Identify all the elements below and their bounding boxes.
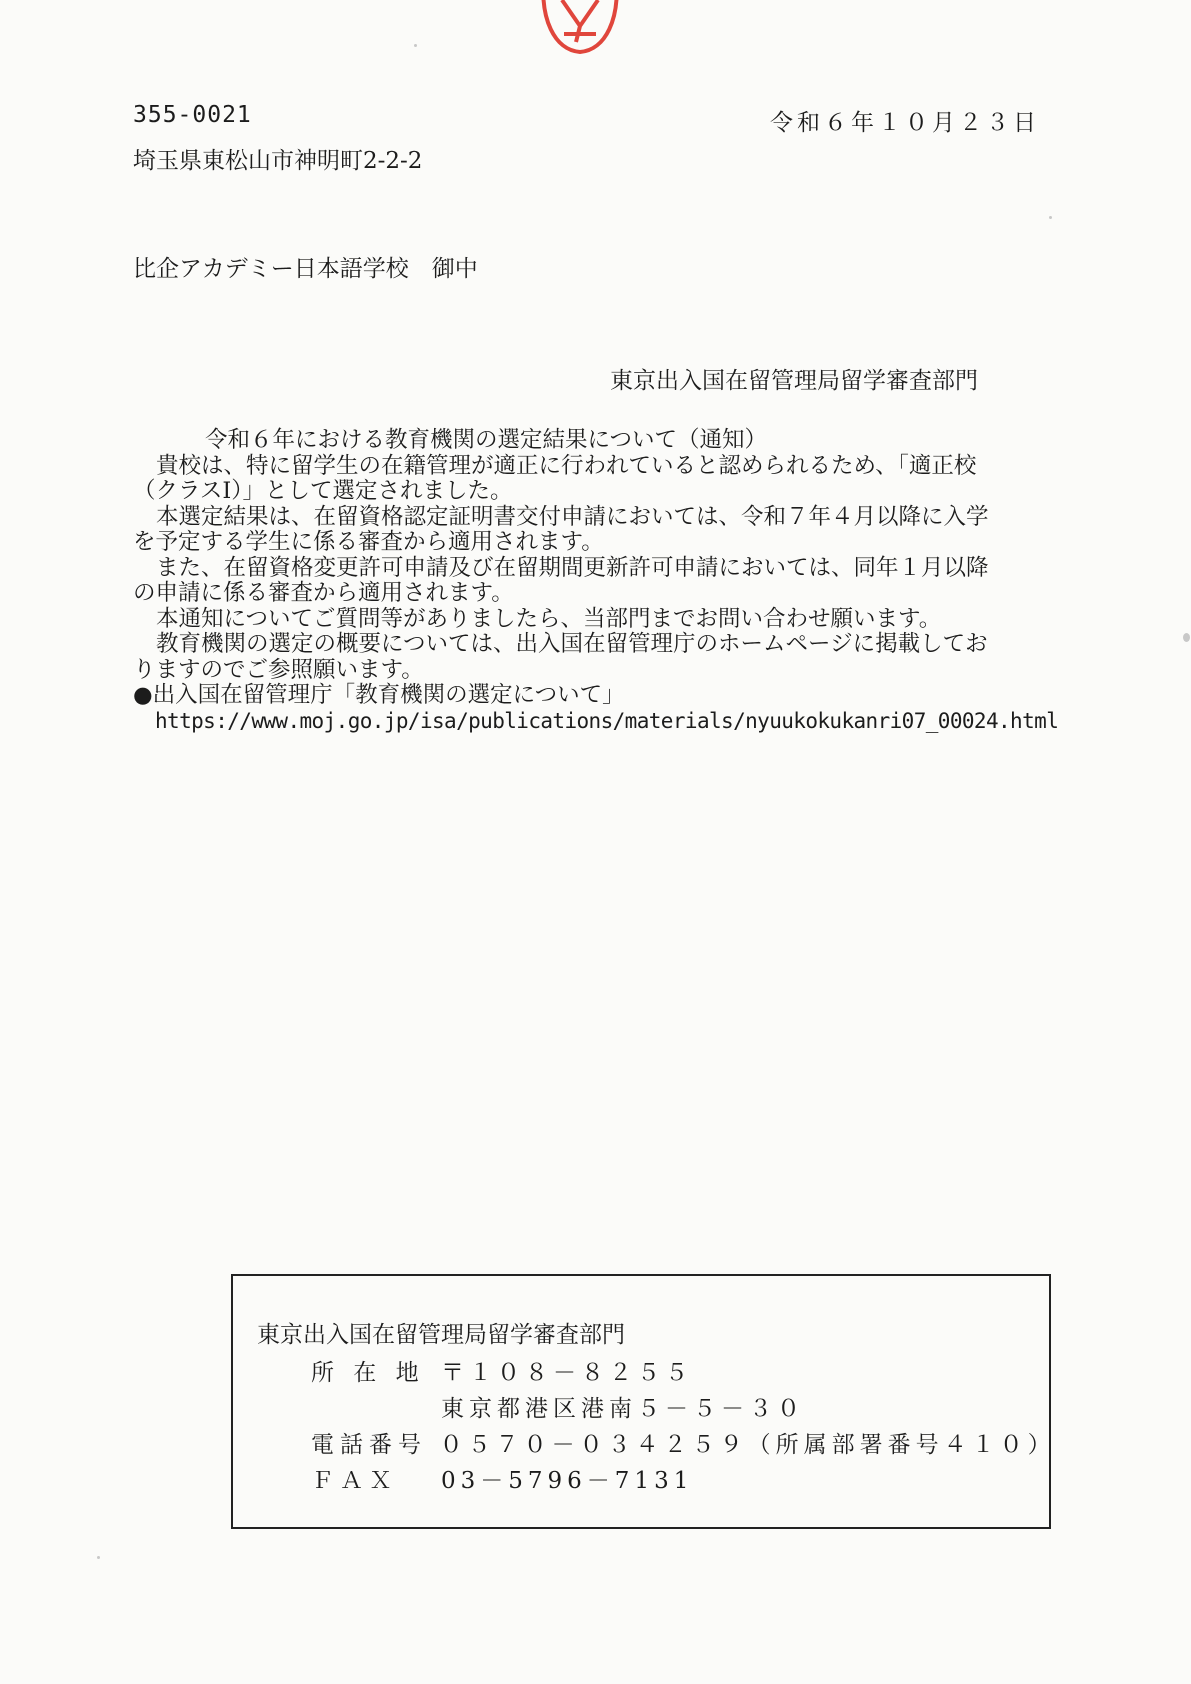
body-line: りますのでご参照願います。 — [133, 656, 424, 683]
scan-speck — [414, 44, 417, 47]
contact-fax-row — [311, 1462, 693, 1495]
street-address-value: 東京都港区港南５－５－３０ — [441, 1396, 805, 1422]
scan-speck — [1183, 633, 1190, 642]
body-line: （クラスⅠ）」として選定されました。 — [133, 478, 513, 504]
fax-value: 03－5796－7131 — [441, 1468, 694, 1494]
fax-label: ＦＡＸ — [311, 1468, 398, 1494]
body-line: 教育機関の選定の概要については、出入国在留管理庁のホームページに掲載してお — [156, 631, 988, 657]
contact-organization: 東京出入国在留管理局留学審査部門 — [257, 1322, 625, 1348]
address-label: 所 在 地 — [311, 1360, 425, 1386]
reference-heading: ●出入国在留管理庁「教育機関の選定について」 — [133, 682, 625, 708]
contact-address-row — [311, 1354, 693, 1387]
phone-label: 電話番号 — [311, 1432, 427, 1458]
body-line: を予定する学生に係る審査から適用されます。 — [133, 529, 604, 555]
letter-date: 令和６年１０月２３日 — [770, 110, 1040, 136]
contact-info-box — [231, 1274, 1056, 1529]
scan-speck — [1049, 216, 1052, 219]
scan-speck — [97, 1556, 100, 1559]
body-line: また、在留資格変更許可申請及び在留期間更新許可申請においては、同年１月以降 — [156, 554, 989, 581]
issuing-department: 東京出入国在留管理局留学審査部門 — [610, 368, 978, 394]
phone-value: ０５７０－０３４２５９（所属部署番号４１０） — [439, 1432, 1056, 1458]
reference-url-link[interactable]: https://www.moj.go.jp/isa/publications/materials/nyuukokukanri07_00024.html — [155, 708, 1059, 733]
official-seal-icon — [536, 0, 624, 70]
contact-street-row — [311, 1390, 805, 1423]
sender-street-address: 埼玉県東松山市神明町2-2-2 — [133, 148, 423, 174]
recipient-name: 比企アカデミー日本語学校 御中 — [133, 256, 478, 282]
letter-subject: 令和６年における教育機関の選定結果について（通知） — [205, 427, 768, 453]
body-line: 本選定結果は、在留資格認定証明書交付申請においては、令和７年４月以降に入学 — [156, 503, 989, 530]
letter-body — [133, 428, 1063, 734]
body-line: の申請に係る審査から適用されます。 — [133, 580, 514, 606]
postal-code-value: 〒１０８－８２５５ — [441, 1360, 693, 1386]
sender-postal-code: 355-0021 — [133, 102, 252, 128]
body-line: 本通知についてご質問等がありましたら、当部門までお問い合わせ願います。 — [156, 605, 942, 632]
body-line: 貴校は、特に留学生の在籍管理が適正に行われていると認められるため、「適正校 — [156, 452, 977, 479]
contact-phone-row — [311, 1426, 1056, 1459]
